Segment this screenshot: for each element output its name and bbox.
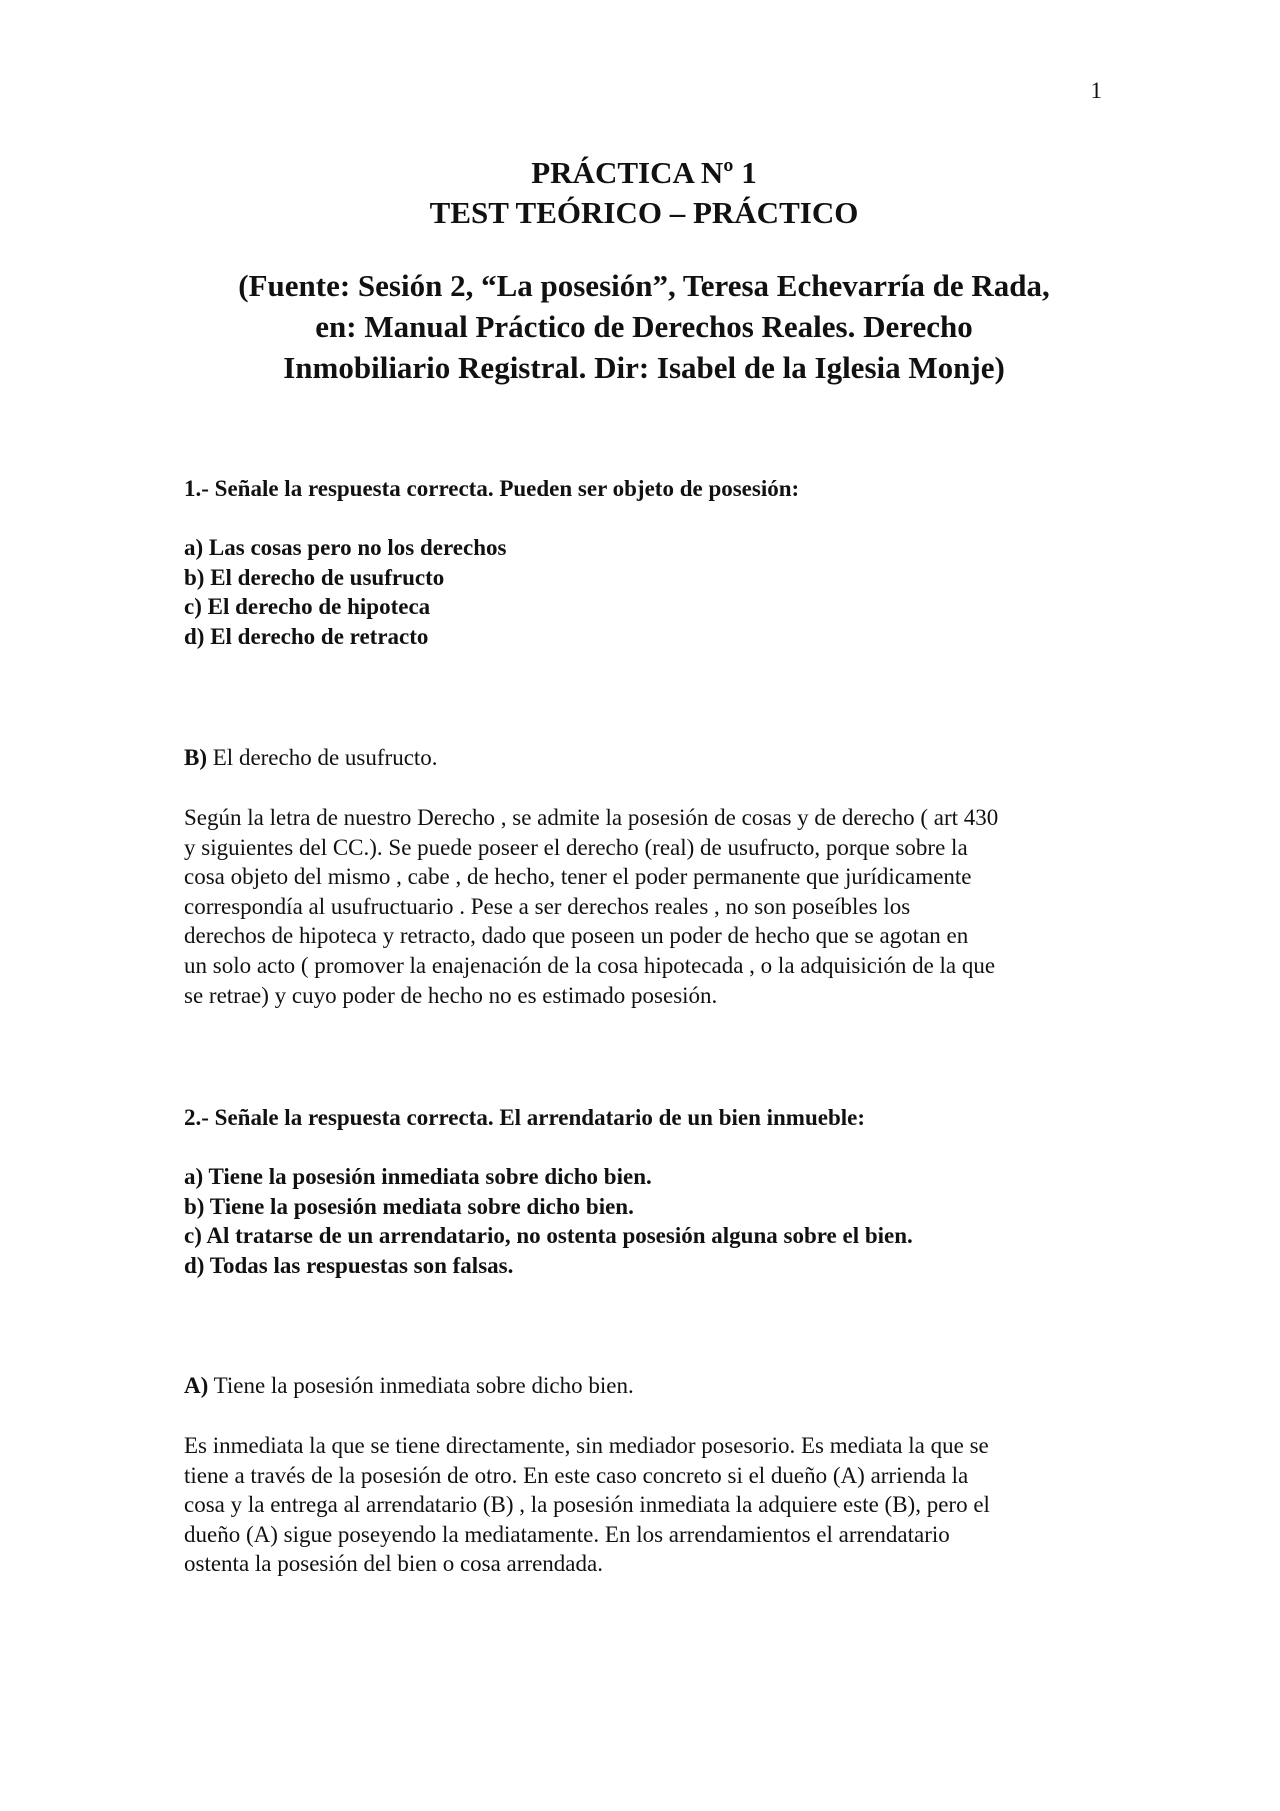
question-1-explanation-line: un solo acto ( promover la enajenación de la cosa hipotecada , o la adquisición de la que xyxy=(184,952,996,978)
title-line-1: PRÁCTICA Nº 1 xyxy=(531,155,757,190)
source-line-3: Inmobiliario Registral. Dir: Isabel de la Iglesia Monje) xyxy=(283,350,1005,385)
source-citation xyxy=(150,265,1138,388)
question-1-explanation-line: correspondía al usufructuario . Pese a ser derechos reales , no son poseíbles los xyxy=(184,893,911,919)
question-1-option-d: d) El derecho de retracto xyxy=(184,623,429,649)
question-1-answer xyxy=(184,743,1104,773)
question-2-explanation-line: Es inmediata la que se tiene directamente, sin mediador posesorio. Es mediata la que se xyxy=(184,1433,989,1458)
question-2-text: 2.- Señale la respuesta correcta. El arrendatario de un bien inmueble: xyxy=(184,1105,866,1130)
question-2-explanation-line: cosa y la entrega al arrendatario (B) , la posesión inmediata la adquiere este (B), pero el xyxy=(184,1492,990,1518)
question-1-option-a: a) Las cosas pero no los derechos xyxy=(184,535,507,560)
question-1-option-b: b) El derecho de usufructo xyxy=(184,564,445,590)
question-1-answer-text: El derecho de usufructo. xyxy=(207,745,438,770)
question-1-explanation xyxy=(184,803,1104,1010)
question-2-prompt xyxy=(184,1103,1104,1133)
question-2-option-a: a) Tiene la posesión inmediata sobre dicho bien. xyxy=(184,1164,652,1189)
question-2-answer-letter: A) xyxy=(184,1373,209,1398)
question-2-explanation xyxy=(184,1431,1104,1579)
page-number: 1 xyxy=(1090,78,1102,103)
question-1-explanation-line: se retrae) y cuyo poder de hecho no es estimado posesión. xyxy=(184,982,718,1008)
question-2-explanation-line: dueño (A) sigue poseyendo la mediatamente. En los arrendamientos el arrendatario xyxy=(184,1521,950,1547)
question-1-answer-letter: B) xyxy=(184,745,207,770)
question-2-option-d: d) Todas las respuestas son falsas. xyxy=(184,1252,514,1278)
question-2-options xyxy=(184,1162,1104,1280)
question-1-explanation-line: Según la letra de nuestro Derecho , se admite la posesión de cosas y de derecho ( art 430 xyxy=(184,805,999,830)
question-1-explanation-line: cosa objeto del mismo , cabe , de hecho, tener el poder permanente que jurídicamente xyxy=(184,864,972,890)
question-1-explanation-line: y siguientes del CC.). Se puede poseer el derecho (real) de usufructo, porque sobre la xyxy=(184,834,968,860)
question-2-option-b: b) Tiene la posesión mediata sobre dicho bien. xyxy=(184,1193,634,1219)
question-1-option-c: c) El derecho de hipoteca xyxy=(184,594,431,620)
question-1-text: 1.- Señale la respuesta correcta. Pueden ser objeto de posesión: xyxy=(184,476,800,501)
question-2-option-c: c) Al tratarse de un arrendatario, no ostenta posesión alguna sobre el bien. xyxy=(184,1223,913,1249)
question-1-explanation-line: derechos de hipoteca y retracto, dado que poseen un poder de hecho que se agotan en xyxy=(184,923,969,949)
title-line-2: TEST TEÓRICO – PRÁCTICO xyxy=(429,195,859,230)
question-2-answer-text: Tiene la posesión inmediata sobre dicho bien. xyxy=(208,1373,634,1398)
question-2-answer xyxy=(184,1371,1104,1401)
source-line-2: en: Manual Práctico de Derechos Reales. Derecho xyxy=(315,309,973,344)
document-title xyxy=(150,153,1138,233)
source-line-1: (Fuente: Sesión 2, “La posesión”, Teresa Echevarría de Rada, xyxy=(238,268,1050,303)
question-2-explanation-line: tiene a través de la posesión de otro. En este caso concreto si el dueño (A) arrienda la xyxy=(184,1462,969,1488)
question-2-explanation-line: ostenta la posesión del bien o cosa arrendada. xyxy=(184,1551,603,1577)
question-1-options xyxy=(184,533,1104,651)
question-1-prompt xyxy=(184,474,1104,504)
